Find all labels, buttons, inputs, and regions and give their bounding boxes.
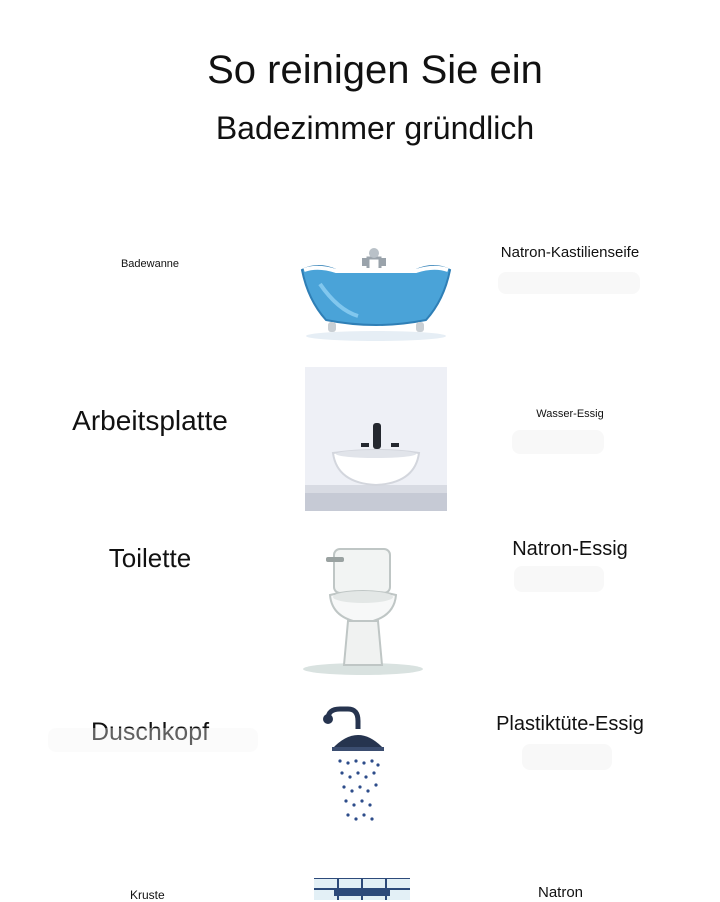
row-left-label: Duschkopf [90, 718, 210, 746]
row-right-label: Natron-Kastilienseife [500, 244, 640, 261]
row-left-label: Arbeitsplatte [72, 405, 228, 436]
toilet-icon [300, 543, 426, 675]
row-right-label: Wasser-Essig [536, 408, 604, 420]
shower-head-icon [318, 705, 398, 830]
blurred-text [498, 272, 640, 294]
page-title-line2: Badezimmer gründlich [215, 110, 535, 146]
row-left-label: Kruste [130, 888, 165, 902]
sink-icon [305, 367, 447, 511]
row-left-label: Badewanne [120, 258, 180, 270]
blurred-text [512, 430, 604, 454]
bathroom-tiles-icon [314, 878, 410, 900]
blurred-text [514, 566, 604, 592]
row-right-label: Natron-Essig [512, 538, 628, 560]
row-left-label: Toilette [108, 543, 192, 573]
row-right-label: Natron [538, 884, 584, 901]
bathtub-icon [298, 240, 454, 345]
page-title-line1: So reinigen Sie ein [207, 48, 543, 92]
row-right-label: Plastiktüte-Essig [496, 713, 644, 735]
blurred-text [522, 744, 612, 770]
blurred-text [48, 728, 258, 752]
